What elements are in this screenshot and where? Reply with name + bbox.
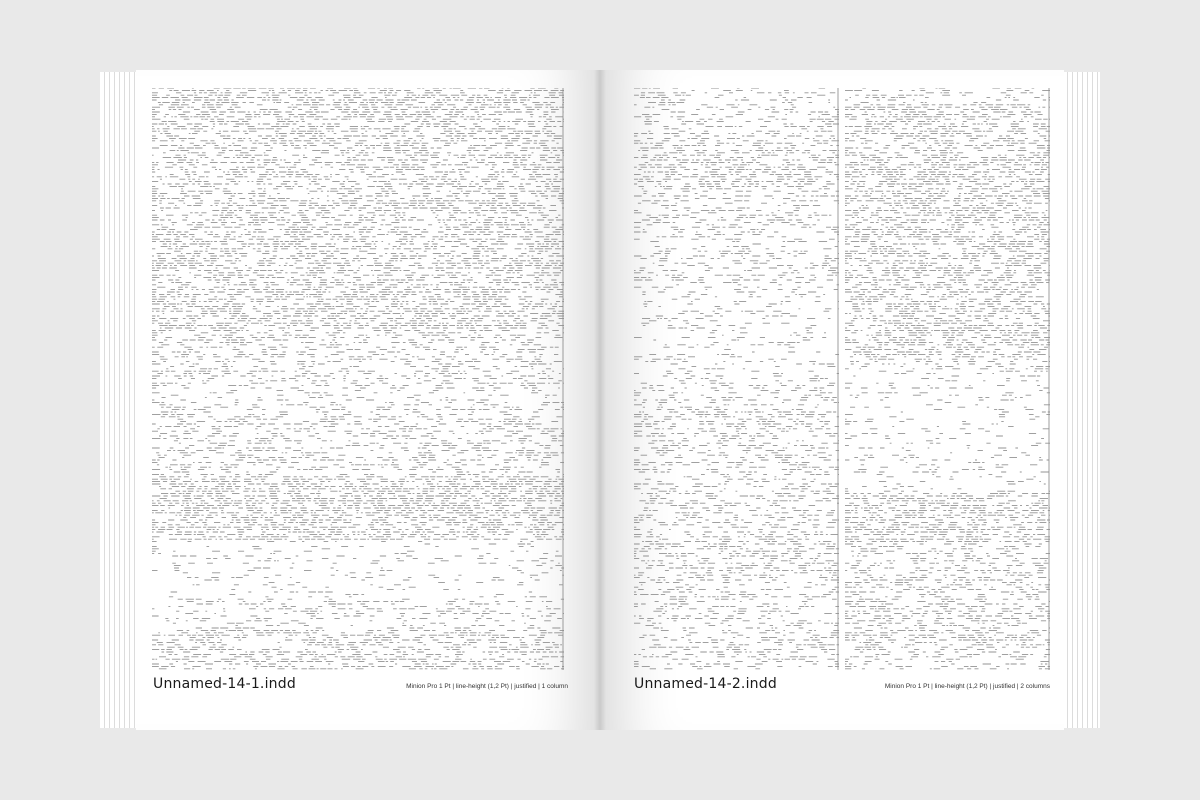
left-page-edges <box>100 72 138 728</box>
right-page <box>600 70 1064 730</box>
left-page <box>136 70 600 730</box>
left-page-spec: Minion Pro 1 Pt | line-height (1,2 Pt) | justified | 1 column <box>406 683 568 690</box>
open-book-spread <box>100 70 1100 730</box>
left-page-file-name: Unnamed-14-1.indd <box>153 676 296 692</box>
texture-lines <box>152 88 564 670</box>
micro-text-texture-1-column <box>152 88 564 670</box>
texture-lines <box>634 88 1050 670</box>
right-page-edges <box>1062 72 1100 728</box>
right-page-file-name: Unnamed-14-2.indd <box>634 676 777 692</box>
micro-text-texture-2-columns <box>634 88 1050 670</box>
right-page-spec: Minion Pro 1 Pt | line-height (1,2 Pt) | justified | 2 columns <box>884 683 1050 690</box>
book-gutter <box>594 70 606 730</box>
